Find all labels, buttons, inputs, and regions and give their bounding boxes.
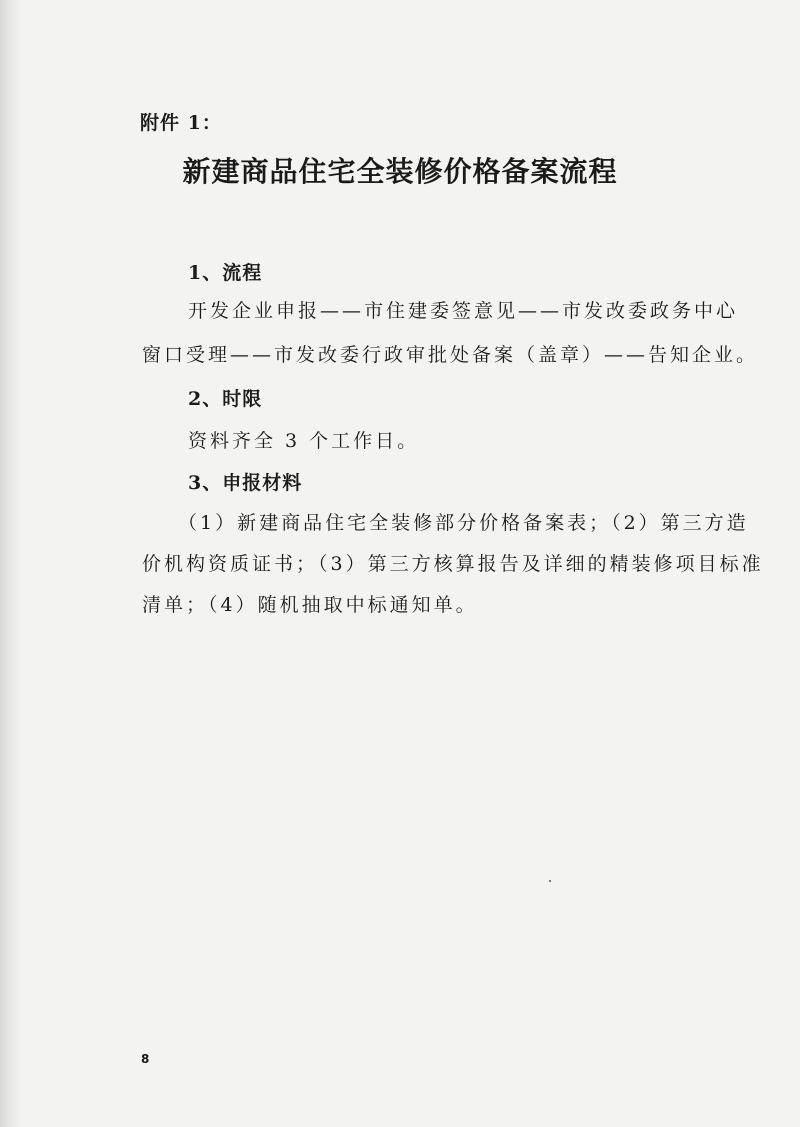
attachment-label: 附件 1： (140, 112, 222, 134)
section-heading-process: 1、流程 (188, 262, 263, 284)
page-number: 8 (141, 1052, 150, 1066)
process-line-2: 窗口受理——市发改委行政审批处备案（盖章）——告知企业。 (142, 344, 759, 366)
materials-line-2: 价机构资质证书；（3）第三方核算报告及详细的精装修项目标准 (142, 553, 764, 575)
scan-speck (549, 880, 551, 882)
section-heading-time-limit: 2、时限 (188, 388, 263, 410)
document-title: 新建商品住宅全装修价格备案流程 (182, 155, 618, 188)
section-heading-materials: 3、申报材料 (188, 472, 303, 494)
materials-line-3: 清单；（4）随机抽取中标通知单。 (142, 594, 478, 616)
time-limit-line-1: 资料齐全 3 个工作日。 (188, 430, 420, 452)
materials-line-1: （1）新建商品住宅全装修部分价格备案表；（2）第三方造 (178, 512, 749, 534)
process-line-1: 开发企业申报——市住建委签意见——市发改委政务中心 (188, 300, 739, 322)
